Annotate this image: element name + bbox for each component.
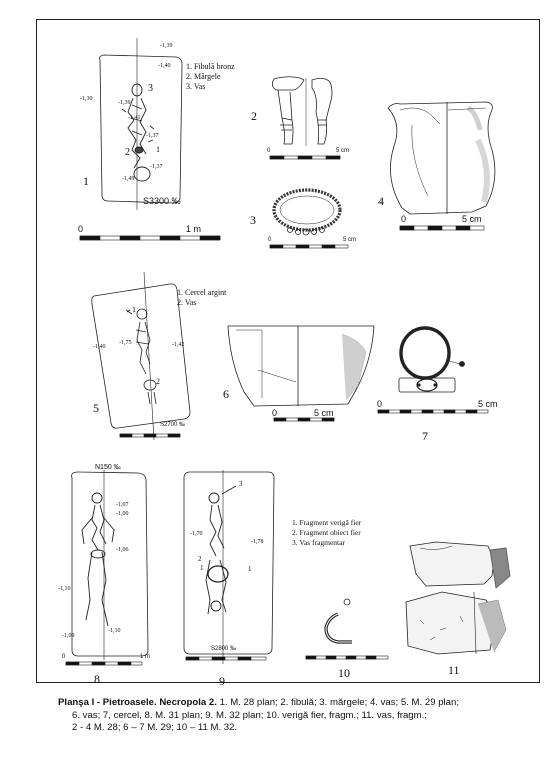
figure-number: 9 [219,674,225,688]
plate-caption [58,697,528,735]
scale-bar-fig9 [186,657,266,660]
depth-label: -1,30 [80,96,93,102]
bowl-drawing-fig6 [228,326,374,406]
figure-number: 11 [448,663,460,677]
figure-number: 5 [93,401,99,415]
depth-label: -1,49 [122,176,135,182]
legend-item: 1. Fragment verigă fier [292,518,362,527]
depth-label: -1,40 [93,344,106,350]
earring-drawing [399,328,465,392]
bead-necklace [274,190,340,235]
figure-number: 2 [251,109,257,123]
scale-label-end: 1 m [186,224,202,234]
find-marker: 2 [198,555,202,563]
depth-label: -1,00 [116,511,129,517]
legend-item: 2. Vas [177,298,197,307]
scale-bar-fig3 [270,245,348,248]
figure-number: 1 [83,174,89,188]
depth-label: -1,06 [116,547,129,553]
depth-label: -1,10 [108,628,121,634]
iron-ring-fragment [326,599,352,642]
depth-label: -1,37 [150,164,163,170]
scale-label-start: 0 [272,408,278,418]
legend-fig5 [177,288,226,308]
scale-bar-fig7 [378,410,488,413]
scale-bar-fig5 [120,434,180,437]
figure-number: 7 [422,429,428,443]
depth-label: -1,10 [58,586,71,592]
depth-label: -1,42 [172,342,185,348]
scale-label-start: 0 [267,148,271,154]
scale-label-end: 5 cm [336,148,350,154]
find-marker: 2 [156,377,160,386]
figure-number: 8 [94,672,100,686]
scale-bar-fig1 [80,236,220,240]
grave-plan-m32 [184,470,274,664]
find-marker: 1 [200,564,204,572]
find-marker: 1 [132,305,136,314]
legend-item: 3. Vas [186,82,206,91]
depth-label: -1,75 [119,340,132,346]
figure-number: 3 [250,213,256,227]
scale-label-end: 5 cm [462,214,482,224]
scale-label-end: 5 cm [478,399,498,409]
caption-text: 2 - 4 M. 28; 6 – 7 M. 29; 10 – 11 M. 32. [72,722,238,734]
caption-title: Planşa I - Pietroasele. Necropola 2. [58,697,217,708]
vessel-fragments [406,542,510,654]
scale-label-end: 5 cm [343,237,357,243]
find-marker: 1 [248,565,252,573]
vessel-drawing-fig4 [388,102,495,214]
legend-item: 2. Mărgele [186,72,221,81]
north-orientation: N150 ‰ [95,464,121,471]
scale-bar-fig10 [306,656,388,659]
legend-item: 2. Fragment obiect fier [292,528,361,537]
find-marker: 2 [125,147,130,158]
depth-label: -1,39 [118,100,131,106]
figure-number: 6 [223,387,229,401]
depth-label: -1,41 [128,115,141,121]
find-marker: 1 [156,145,160,154]
north-orientation: S3300 ‰ [143,196,181,206]
depth-label: -1,39 [160,43,173,49]
scale-label-start: 0 [401,214,407,224]
north-orientation: S2700 ‰ [160,422,186,428]
skeleton-fig8 [82,493,114,626]
find-marker: 3 [239,480,243,488]
skeleton-fig9 [206,486,236,614]
grave-plan-m29 [92,272,190,440]
scale-label-end: 5 cm [314,408,334,418]
scale-label-end: 1 m [140,654,151,660]
figure-number: 10 [338,666,350,680]
north-orientation: S2800 ‰ [211,646,237,652]
find-marker: 3 [148,83,153,94]
scale-label-start: 0 [268,237,272,243]
scale-label-start: 0 [62,654,66,660]
caption-text: 6. vas; 7, cercel, 8. M. 31 plan; 9. M. 32 plan; 10. verigă fier, fragm.; 11. vas, fragm.; [72,709,427,721]
scale-label-start: 0 [377,399,383,409]
scale-bar-fig6 [274,418,334,421]
depth-label: -1,78 [251,539,264,545]
fibula-drawing [272,77,332,146]
depth-label: -1,37 [146,133,159,139]
figure-number: 4 [378,194,384,208]
caption-text: 1. M. 28 plan; 2. fibulă; 3. mărgele; 4. vas; 5. M. 29 plan; [216,697,460,708]
scale-bar-fig8 [66,662,142,665]
depth-label: -1,70 [190,531,203,537]
legend-fig1 [186,62,235,92]
skeleton-fig5 [126,309,156,404]
depth-label: -1,07 [116,502,129,508]
legend-fig10 [292,518,361,548]
depth-label: -1,09 [62,633,75,639]
scale-bar-fig2 [270,156,340,159]
legend-item: 1. Cercel argint [177,288,227,297]
depth-label: -1,40 [158,63,171,69]
legend-item: 3. Vas fragmentar [292,538,345,547]
scale-bar-fig4 [400,226,484,230]
legend-item: 1. Fibulă bronz [186,62,235,71]
scale-label-start: 0 [78,224,84,234]
